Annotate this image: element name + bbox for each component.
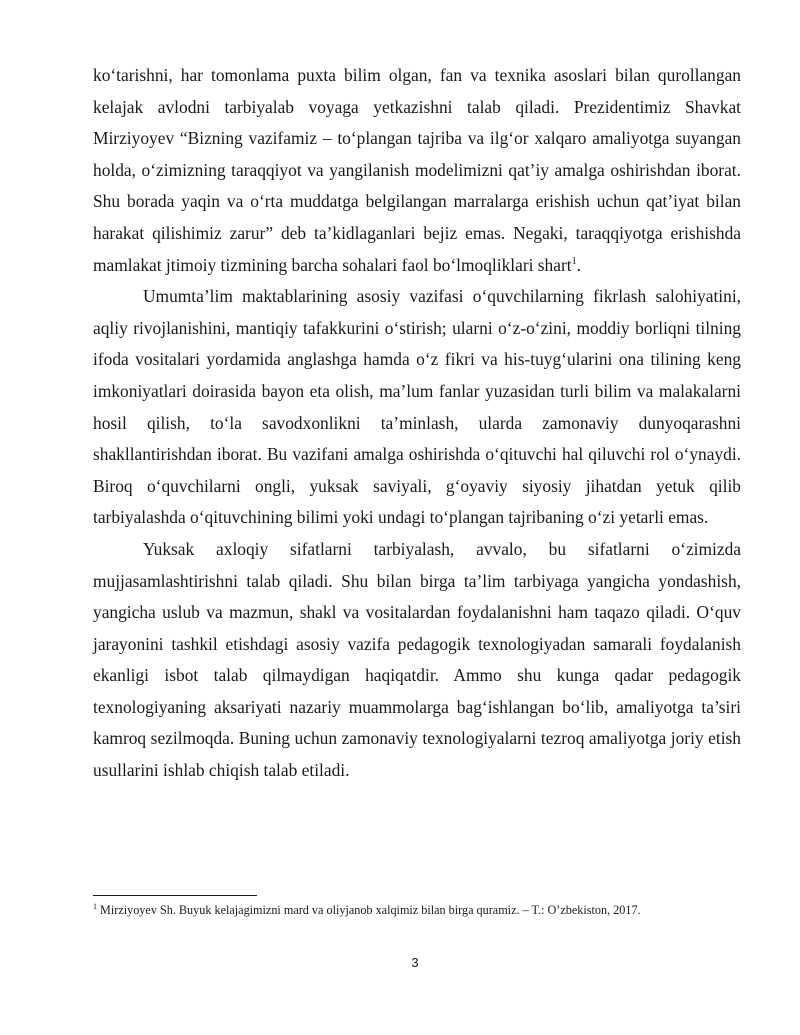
paragraph-1 bbox=[93, 60, 741, 281]
footnote-text: Mirziyoyev Sh. Buyuk kelajagimizni mard va oliyjanob xalqimiz bilan birga quramiz. – T.: O’zbekiston, 2017. bbox=[97, 903, 641, 917]
body-text bbox=[93, 60, 741, 787]
footnote-number: 1 bbox=[93, 901, 97, 911]
footnote-separator bbox=[93, 895, 257, 896]
footnote-reference[interactable]: 1 bbox=[571, 255, 577, 267]
paragraph-1-text: ko‘tarishni, har tomonlama puxta bilim olgan, fan va texnika asoslari bilan qurollangan kelajak avlodni tarbiyalab voyaga yetkazishni talab qiladi. Prezidentimiz Shavkat Mirziyoyev “Bizning vazifamiz – to‘plangan tajriba va ilg‘or xalqaro amaliyotga suyangan holda, o‘zimizning taraqqiyot va yangilanish modelimizni qat’iy amalga oshirishdan iborat. Shu borada yaqin va o‘rta muddatga belgilangan marralarga erishish uchun qat’iyat bilan harakat qilishimiz zarur” deb ta’kidlaganlari bejiz emas. Negaki, taraqqiyotga erishishda mamlakat jtimoiy tizmining barcha sohalari faol bo‘lmoqliklari shart bbox=[93, 65, 741, 275]
page-number: 3 bbox=[411, 955, 419, 970]
paragraph-3: Yuksak axloqiy sifatlarni tarbiyalash, avvalo, bu sifatlarni o‘zimizda mujjasamlashtirishni talab qiladi. Shu bilan birga ta’lim tarbiyaga yangicha yondashish, yangicha uslub va mazmun, shakl va vositalardan foydalanishni ham taqazo qiladi. O‘quv jarayonini tashkil etishdagi asosiy vazifa pedagogik texnologiyadan samarali foydalanish ekanligi isbot talab qilmaydigan haqiqatdir. Ammo shu kunga qadar pedagogik texnologiyaning aksariyati nazariy muammolarga bag‘ishlangan bo‘lib, amaliyotga ta’siri kamroq sezilmoqda. Buning uchun zamonaviy texnologiyalarni tezroq amaliyotga joriy etish usullarini ishlab chiqish talab etiladi. bbox=[93, 538, 741, 781]
paragraph-2: Umumta’lim maktablarining asosiy vazifasi o‘quvchilarning fikrlash salohiyatini, aqliy rivojlanishini, mantiqiy tafakkurini o‘stirish; ularni o‘z-o‘zini, moddiy borliqni tilning ifoda vositalari yordamida anglashga hamda o‘z fikri va his-tuyg‘ularini ona tilining keng imkoniyatlari doirasida bayon eta olish, ma’lum fanlar yuzasidan turli bilim va malakalarni hosil qilish, to‘la savodxonlikni ta’minlash, ularda zamonaviy dunyoqarashni shakllantirishdan iborat. Bu vazifani amalga oshirishda o‘qituvchi hal qiluvchi rol o‘ynaydi. Biroq o‘quvchilarni ongli, yuksak saviyali, g‘oyaviy siyosiy jihatdan yetuk qilib tarbiyalashda o‘qituvchining bilimi yoki undagi to‘plangan tajribaning o‘zi yetarli emas. bbox=[93, 286, 741, 528]
paragraph-1-end: . bbox=[576, 254, 581, 275]
footnote bbox=[93, 902, 741, 918]
